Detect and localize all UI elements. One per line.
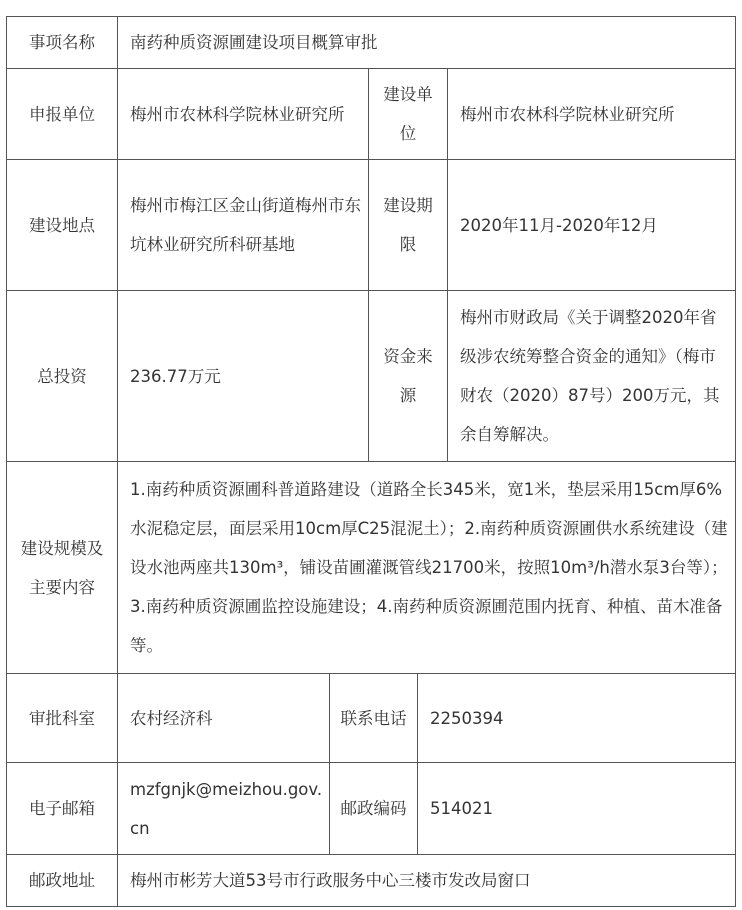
department-value-text: 农村经济科 <box>130 708 213 728</box>
address-value-text: 梅州市彬芳大道53号市行政服务中心三楼市发改局窗口 <box>130 871 531 890</box>
item-name-value <box>117 16 736 69</box>
email-value-text: mzfgnjk@meizhou.gov.cn <box>130 779 323 838</box>
department-value <box>117 673 330 763</box>
address-label-text: 邮政地址 <box>29 871 95 890</box>
email-value <box>117 762 330 855</box>
period-label <box>368 159 448 291</box>
phone-label <box>329 673 418 763</box>
applicant-value <box>117 68 369 160</box>
department-label <box>6 673 118 763</box>
item-name-label-text: 事项名称 <box>29 33 95 52</box>
phone-value-text: 2250394 <box>430 708 504 728</box>
funding-label <box>368 290 448 462</box>
period-value <box>447 159 736 291</box>
period-label-text: 建设期限 <box>383 196 433 254</box>
builder-label <box>368 68 448 160</box>
applicant-label <box>6 68 118 160</box>
investment-value-text: 236.77万元 <box>130 366 221 386</box>
funding-label-text: 资金来源 <box>383 347 433 405</box>
postcode-value-text: 514021 <box>430 799 493 818</box>
funding-value-text: 梅州市财政局《关于调整2020年省级涉农统筹整合资金的通知》（梅市财农（2020）87号）200万元，其余自筹解决。 <box>460 308 720 444</box>
investment-label-text: 总投资 <box>37 366 87 386</box>
location-value <box>117 159 369 291</box>
scope-value-text: 1.南药种质资源圃科普道路建设（道路全长345米，宽1米，垫层采用15cm厚6%水泥稳定层，面层采用10cm厚C25混泥土）；2.南药种质资源圃供水系统建设（建设水池两座共130m³，铺设苗圃灌溉管线21700米，按照10m³/h潜水泵3台等）；3.南药种质资源圃监控设施建设；4.南药种质资源圃范围内抚育、种植、苗木准备等。 <box>130 480 728 655</box>
scope-label <box>6 461 118 674</box>
builder-value-text: 梅州市农林科学院林业研究所 <box>460 104 675 124</box>
postcode-label <box>329 762 418 855</box>
funding-value <box>447 290 736 462</box>
item-name-label <box>6 16 118 69</box>
location-value-text: 梅州市梅江区金山街道梅州市东坑林业研究所科研基地 <box>130 196 361 254</box>
applicant-value-text: 梅州市农林科学院林业研究所 <box>130 104 345 124</box>
item-name-value-text: 南药种质资源圃建设项目概算审批 <box>130 33 378 52</box>
postcode-value <box>417 762 736 855</box>
investment-label <box>6 290 118 462</box>
address-value <box>117 854 736 907</box>
investment-value <box>117 290 369 462</box>
scope-value <box>117 461 736 674</box>
email-label-text: 电子邮箱 <box>29 799 95 818</box>
phone-label-text: 联系电话 <box>340 708 407 728</box>
department-label-text: 审批科室 <box>29 708 95 728</box>
phone-value <box>417 673 736 763</box>
location-label <box>6 159 118 291</box>
builder-label-text: 建设单位 <box>383 85 433 143</box>
postcode-label-text: 邮政编码 <box>340 799 407 818</box>
email-label <box>6 762 118 855</box>
scope-label-text: 建设规模及主要内容 <box>20 538 104 597</box>
builder-value <box>447 68 736 160</box>
period-value-text: 2020年11月-2020年12月 <box>460 215 658 235</box>
address-label <box>6 854 118 907</box>
location-label-text: 建设地点 <box>29 215 95 235</box>
applicant-label-text: 申报单位 <box>29 104 95 124</box>
